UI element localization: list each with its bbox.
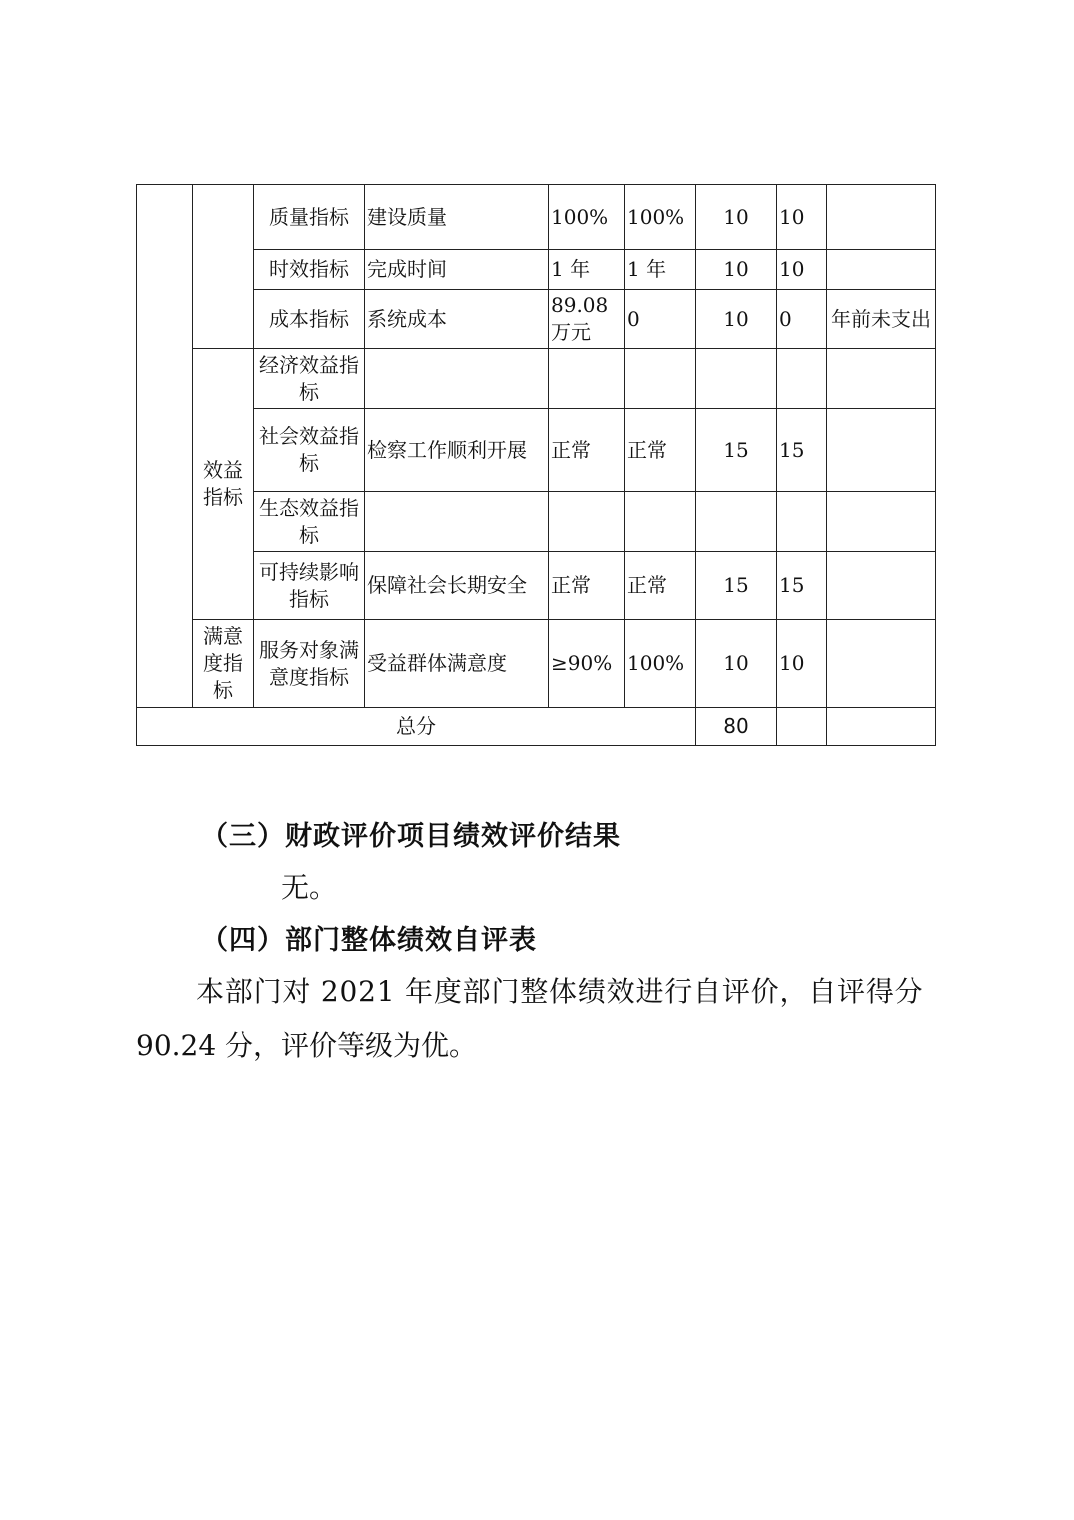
table-cell (827, 620, 936, 708)
table-cell (827, 349, 936, 409)
table-cell: 10 (777, 185, 827, 250)
table-cell: 正常 (625, 552, 696, 620)
total-score: 80 (696, 708, 777, 746)
table-cell (696, 492, 777, 552)
table-cell (827, 409, 936, 492)
table-row (137, 185, 936, 250)
table-cell: 正常 (549, 409, 625, 492)
table-cell (625, 492, 696, 552)
table-cell (827, 552, 936, 620)
table-cell: 质量指标 (254, 185, 365, 250)
table-cell (827, 708, 936, 746)
table-cell: ≥90% (549, 620, 625, 708)
table-cell: 社会效益指标 (254, 409, 365, 492)
table-cell: 受益群体满意度 (365, 620, 549, 708)
table-cell: 正常 (625, 409, 696, 492)
table-cell: 10 (696, 185, 777, 250)
table-cell (365, 349, 549, 409)
section-heading-4: （四）部门整体绩效自评表 (201, 925, 537, 956)
table-cell (365, 492, 549, 552)
table-cell: 1 年 (549, 250, 625, 290)
table-cell: 0 (625, 290, 696, 349)
table-cell: 建设质量 (365, 185, 549, 250)
table-cell: 10 (696, 250, 777, 290)
table-row (137, 250, 936, 290)
table-cell: 保障社会长期安全 (365, 552, 549, 620)
table-row (137, 409, 936, 492)
category-cell: 满意度指标 (193, 620, 254, 708)
total-row (137, 708, 936, 746)
table-cell (827, 185, 936, 250)
table-cell: 10 (696, 290, 777, 349)
total-label: 总分 (137, 708, 696, 746)
table-cell: 1 年 (625, 250, 696, 290)
table-cell: 服务对象满意度指标 (254, 620, 365, 708)
table-cell: 100% (625, 185, 696, 250)
table-cell: 时效指标 (254, 250, 365, 290)
table-cell: 89.08 万元 (549, 290, 625, 349)
table-cell: 生态效益指标 (254, 492, 365, 552)
table-cell: 15 (777, 552, 827, 620)
table-cell: 15 (696, 552, 777, 620)
table-cell: 系统成本 (365, 290, 549, 349)
performance-table (136, 184, 936, 746)
table-cell (549, 349, 625, 409)
table-cell (777, 708, 827, 746)
section-body-4-line2: 90.24 分，评价等级为优。 (136, 1029, 478, 1062)
category-cell: 效益指标 (193, 349, 254, 620)
table-cell (696, 349, 777, 409)
table-cell (827, 492, 936, 552)
table-cell: 正常 (549, 552, 625, 620)
table-cell (549, 492, 625, 552)
table-cell (827, 250, 936, 290)
table-cell: 成本指标 (254, 290, 365, 349)
table-cell: 检察工作顺利开展 (365, 409, 549, 492)
table-row (137, 552, 936, 620)
table-cell-col1 (137, 185, 193, 708)
table-cell: 100% (625, 620, 696, 708)
table-cell: 15 (696, 409, 777, 492)
table-cell (625, 349, 696, 409)
table-row (137, 492, 936, 552)
table-row (137, 620, 936, 708)
table-cell: 100% (549, 185, 625, 250)
table-row (137, 349, 936, 409)
table-cell (777, 349, 827, 409)
table-cell: 经济效益指标 (254, 349, 365, 409)
table-cell-col2 (193, 185, 254, 349)
table-cell: 0 (777, 290, 827, 349)
section-heading-3: （三）财政评价项目绩效评价结果 (201, 821, 621, 852)
table-row (137, 290, 936, 349)
table-cell: 年前未支出 (827, 290, 936, 349)
table-cell (777, 492, 827, 552)
table-cell: 10 (777, 250, 827, 290)
table-cell: 15 (777, 409, 827, 492)
section-body-3: 无。 (281, 871, 338, 904)
table-cell: 完成时间 (365, 250, 549, 290)
table-cell: 10 (696, 620, 777, 708)
table-cell: 10 (777, 620, 827, 708)
table-cell: 可持续影响指标 (254, 552, 365, 620)
section-body-4-line1: 本部门对 2021 年度部门整体绩效进行自评价，自评得分 (196, 975, 924, 1008)
